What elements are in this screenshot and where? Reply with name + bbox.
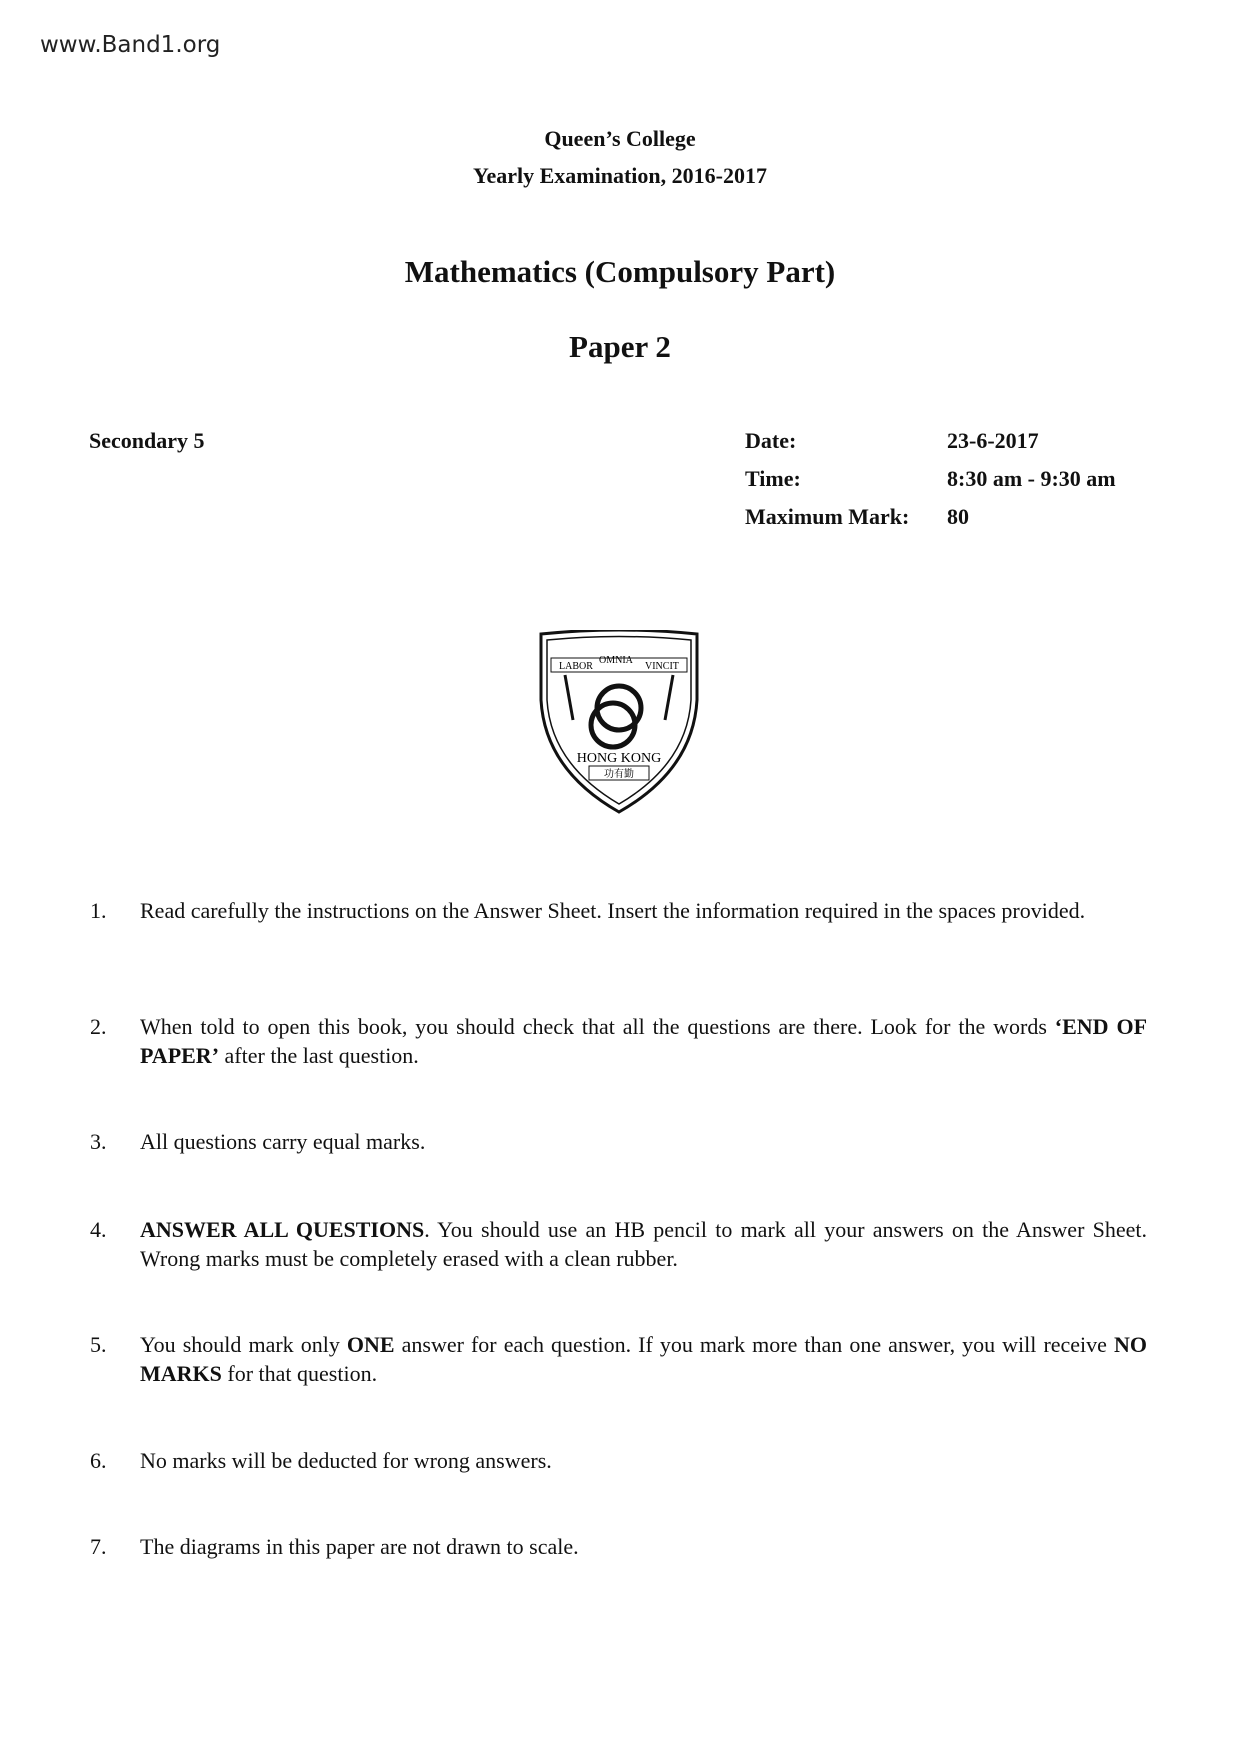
school-crest-logo: [537, 630, 701, 816]
watermark: www.Band1.org: [40, 32, 221, 58]
instruction-number: 1.: [90, 898, 107, 923]
instruction-number: 7.: [90, 1534, 107, 1559]
time-label: Time:: [745, 466, 801, 491]
school-name: Queen’s College: [544, 126, 696, 151]
svg-text:VINCIT: VINCIT: [645, 661, 679, 672]
max-mark-value: 80: [947, 504, 969, 529]
instruction-text: No marks will be deducted for wrong answers.: [140, 1448, 552, 1473]
form-level: Secondary 5: [89, 428, 205, 453]
instruction-item: [90, 896, 1147, 925]
svg-text:HONG KONG: HONG KONG: [576, 751, 662, 766]
date-value: 23-6-2017: [947, 428, 1039, 453]
instruction-item: [90, 1532, 1147, 1561]
instruction-number: 2.: [90, 1014, 107, 1039]
instruction-text: Read carefully the instructions on the Answer Sheet. Insert the information required in the spaces provided.: [140, 898, 1086, 923]
instruction-text: All questions carry equal marks.: [140, 1129, 426, 1154]
svg-text:功有勤: 功有勤: [604, 769, 634, 780]
svg-text:LABOR: LABOR: [559, 661, 593, 672]
instruction-number: 4.: [90, 1217, 107, 1242]
paper-title: Paper 2: [569, 329, 671, 364]
instruction-text: The diagrams in this paper are not drawn to scale.: [140, 1534, 579, 1559]
subject-title: Mathematics (Compulsory Part): [404, 254, 836, 289]
instruction-text: You should mark only ONE answer for each question. If you mark more than one answer, you will receive NO MARKS for that question.: [140, 1332, 1147, 1386]
svg-text:OMNIA: OMNIA: [599, 655, 633, 666]
instruction-item: [90, 1330, 1147, 1388]
exam-title: Yearly Examination, 2016-2017: [473, 163, 767, 188]
time-value: 8:30 am - 9:30 am: [947, 466, 1116, 491]
instruction-number: 5.: [90, 1332, 107, 1357]
instruction-number: 6.: [90, 1448, 107, 1473]
date-label: Date:: [745, 428, 797, 453]
instruction-item: [90, 1446, 1147, 1475]
max-mark-label: Maximum Mark:: [745, 504, 910, 529]
instruction-item: [90, 1012, 1147, 1070]
instruction-item: [90, 1215, 1147, 1273]
instruction-item: [90, 1127, 1147, 1156]
instruction-text: ANSWER ALL QUESTIONS. You should use an HB pencil to mark all your answers on the Answer Sheet. Wrong marks must be completely erased with a clean rubber.: [140, 1217, 1147, 1271]
instruction-number: 3.: [90, 1129, 107, 1154]
instruction-text: When told to open this book, you should check that all the questions are there. Look for the words ‘END OF PAPER’ after the last question.: [140, 1014, 1148, 1068]
